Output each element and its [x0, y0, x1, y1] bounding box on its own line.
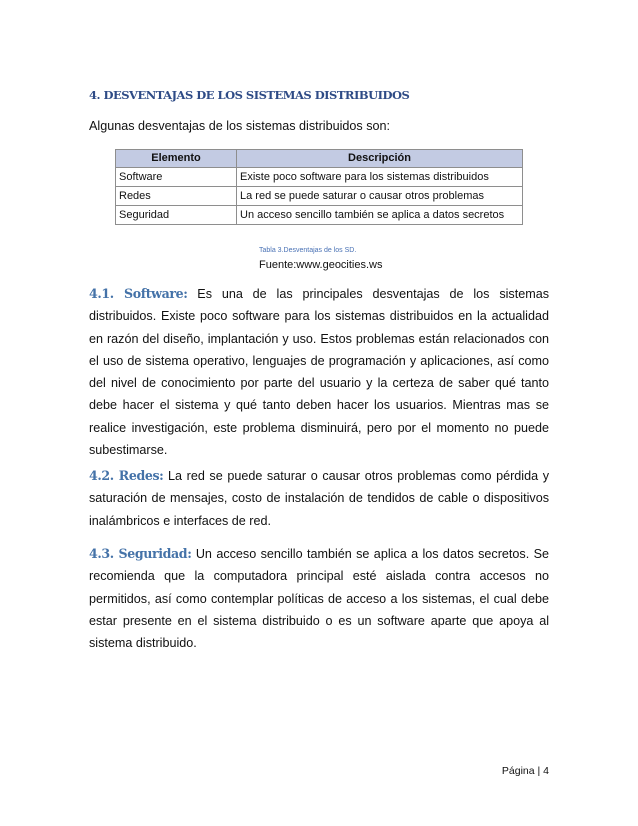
section-redes [89, 465, 549, 532]
table-caption: Tabla 3.Desventajas de los SD. [259, 247, 357, 254]
section-heading: 4. DESVENTAJAS DE LOS SISTEMAS DISTRIBUIDOS [89, 88, 410, 102]
table-cell: Un acceso sencillo también se aplica a datos secretos [237, 206, 523, 225]
table-cell: Redes [116, 187, 237, 206]
table-row [116, 206, 523, 225]
table-header-row [116, 150, 523, 168]
subheading-software: 4.1. Software: [89, 286, 188, 301]
table-cell: La red se puede saturar o causar otros problemas [237, 187, 523, 206]
table-source: Fuente:www.geocities.ws [259, 259, 383, 271]
table-cell: Seguridad [116, 206, 237, 225]
section-software [89, 283, 549, 461]
table-header-cell: Descripción [237, 150, 523, 168]
table-row [116, 187, 523, 206]
table-cell: Software [116, 168, 237, 187]
table-cell: Existe poco software para los sistemas distribuidos [237, 168, 523, 187]
disadvantages-table [115, 149, 523, 225]
subheading-redes: 4.2. Redes: [89, 468, 164, 483]
section-text: Un acceso sencillo también se aplica a los datos secretos. Se recomienda que la computadora principal esté aislada contra accesos no permitidos, así como contemplar políticas de acceso a los sistemas, el cual debe estar presente en el sistema distribuido o es un software aparte que apoya al sistema distribuido. [89, 547, 549, 651]
subheading-seguridad: 4.3. Seguridad: [89, 546, 192, 561]
page-number: Página | 4 [501, 765, 549, 777]
section-text: La red se puede saturar o causar otros problemas como pérdida y saturación de mensajes, costo de instalación de tendidos de cable o dispositivos inalámbricos e interfaces de red. [89, 469, 549, 528]
section-seguridad [89, 543, 549, 654]
section-text: Es una de las principales desventajas de los sistemas distribuidos. Existe poco software para los sistemas distribuidos en la actualidad en razón del diseño, implantación y uso. Estos problemas están relacionados con el uso de sistema operativo, lenguajes de programación y aplicaciones, así como del nivel de conocimiento por parte del usuario y la certeza de saber qué tanto debe hacer el sistema y qué tanto deben hacer los usuarios. Mientras mas se realice investigación, este problema disminuirá, pero por el momento no puede subestimarse. [89, 287, 550, 458]
intro-text: Algunas desventajas de los sistemas distribuidos son: [89, 119, 391, 133]
table-row [116, 168, 523, 187]
table-header-cell: Elemento [116, 150, 237, 168]
